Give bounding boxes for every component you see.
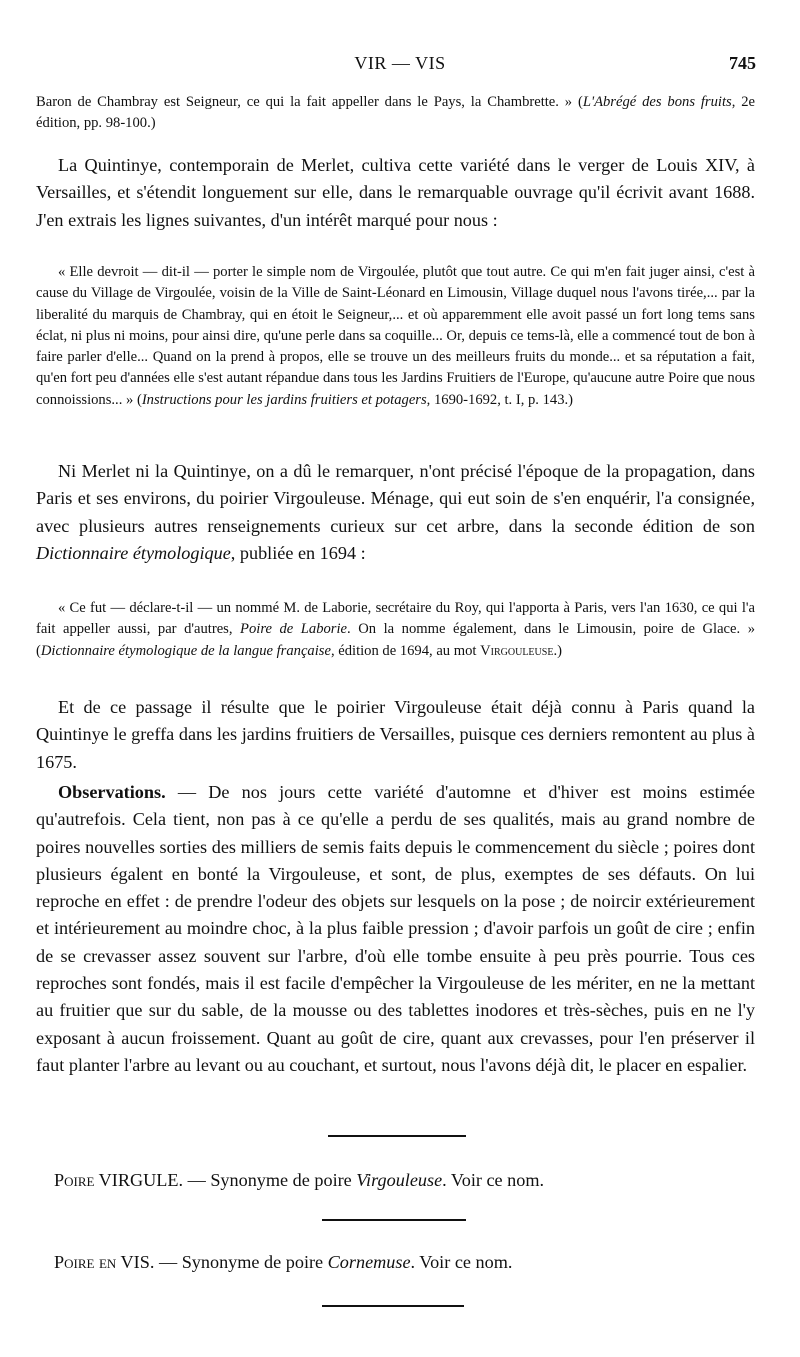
observations-paragraph [36, 779, 755, 1079]
quote-text: Baron de Chambray est Seigneur, ce qui la fait appeller dans le Pays, la Chambrette. » ( [36, 94, 583, 110]
entry-text: — Synonyme de poire [154, 1252, 328, 1272]
running-head [0, 53, 800, 77]
pear-name: Poire de Laborie [240, 621, 348, 638]
entry-reference: Cornemuse [327, 1252, 411, 1272]
quote-continuation [36, 92, 755, 135]
entry-poire-virgule [54, 1168, 544, 1192]
paragraph-quintinye: La Quintinye, contemporain de Merlet, cultiva cette variété dans le verger de Louis XIV, à Versailles, et s'étendit longuement sur elle, dans le remarquable ouvrage qu'il écrivit avant 1688. J'en extrais les lignes suivantes, d'un intérêt marqué pour nous : [36, 155, 755, 230]
entry-text-end: . Voir ce nom. [442, 1170, 545, 1190]
source-title: Dictionnaire étymologique de la langue française [40, 642, 331, 659]
source-details: , édition de 1694, au mot [330, 642, 481, 659]
entry-name: VIS. [120, 1252, 155, 1272]
quote-quintinye [36, 262, 755, 411]
observations-text: — De nos jours cette variété d'automne et d'hiver est moins estimée qu'autrefois. Cela tient, non pas à ce qu'elle a perdu de ses qualités, mais au grand nombre de poires nouvelles sorties des milliers de semis faits depuis le commencement du siècle ; poires dont plusieurs égalent en bonté la Virgouleuse, et sont, de plus, exemptes de ses défauts. On lui reproche en effet : de prendre l'odeur des objets sur lesquels on la pose ; de noircir extérieurement et intérieurement au moindre choc, à la plus faible pression ; d'avoir parfois un goût de cire ; enfin de se crevasser assez souvent sur l'arbre, d'où elle tombe ensuite à peu près pourrie. Tous ces reproches sont fondés, mais il est facile d'empêcher la Virgouleuse de les mériter, en ne la mettant au fruitier que sur du sable, de la mousse ou des tablettes inodores et très-sèches, puis en ne l'y exposant à aucun froissement. Quant au goût de cire, quant aux crevasses, pour l'en préserver il faut planter l'arbre au levant ou au couchant, et surtout, nous l'avons déjà dit, le placer en espalier. [36, 782, 755, 1075]
quote-text: « Elle devroit — dit-il — porter le simple nom de Virgoulée, plutôt que tout autre. Ce qui m'en fait juger ainsi, c'est à cause du Village de Virgoulée, voisin de la Ville de Saint-Léonard en Limousin, Village duquel nous l'avons tirée,... par la liberalité du marquis de Chambray, qui en étoit le Seigneur,... et où apparemment elle avoit passé un fort long tems sans éclat, ni plus ni moins, pour ainsi dire, qu'une perle dans sa coquille... Or, depuis ce tems-là, elle a commencé tout de bon à faire parler d'elle... Quand on la prend à propos, elle se trouve un des meilleurs fruits du monde... et sa réputation a fait, qu'en fort peu d'années elle s'est autant répandue dans tous les Jardins Fruitiers de l'Europe, qu'aucune autre Poire que nous connoissions... » ( [36, 264, 755, 408]
paragraph-conclusion: Et de ce passage il résulte que le poirier Virgouleuse était déjà connu à Paris quand la Quintinye le greffa dans les jardins fruitiers de Versailles, puisque ces derniers remontent au plus à 1675. [36, 697, 755, 772]
work-title: Dictionnaire étymologique [36, 542, 231, 563]
entry-text-end: . Voir ce nom. [410, 1252, 513, 1272]
source-details: , 2e édition, pp. 98-100.) [36, 94, 755, 132]
quote-menage [36, 598, 755, 662]
entry-prefix: Poire [54, 1170, 95, 1190]
paragraph-menage [36, 458, 755, 567]
entry-text: — Synonyme de poire [183, 1170, 357, 1190]
running-title: VIR — VIS [354, 53, 446, 73]
source-close: .) [553, 642, 562, 659]
entry-reference: Virgouleuse [356, 1170, 443, 1190]
quote-text-mid: . On la nomme également, dans le Limousin, poire de Glace. » ( [36, 621, 755, 659]
paragraph-text: Ni Merlet ni la Quintinye, on a dû le remarquer, n'ont précisé l'époque de la propagation, dans Paris et ses environs, du poirier Virgouleuse. Ménage, qui eut soin de s'en enquérir, l'a consignée, avec plusieurs autres renseignements curieux sur cet arbre, dans la seconde édition de son [36, 461, 755, 536]
page-number: 745 [729, 53, 756, 73]
entry-name: VIRGULE. [98, 1170, 184, 1190]
section-divider [322, 1305, 464, 1307]
paragraph-text-end: , publiée en 1694 : [230, 542, 366, 563]
entry-poire-en-vis [54, 1250, 512, 1274]
observations-label: Observations. [58, 782, 166, 802]
source-title: Instructions pour les jardins fruitiers et potagers [141, 391, 427, 408]
quote-text: « Ce fut — déclare-t-il — un nommé M. de Laborie, secrétaire du Roy, qui l'apporta à Paris, vers l'an 1630, ce qui l'a fait appeller aussi, par d'autres, [36, 600, 755, 638]
source-title: L'Abrégé des bons fruits [582, 94, 732, 110]
source-details: , 1690-1692, t. I, p. 143.) [426, 391, 574, 408]
headword: Virgouleuse [480, 642, 554, 659]
section-divider [322, 1219, 466, 1221]
entry-prefix: Poire en [54, 1252, 117, 1272]
section-divider [328, 1135, 466, 1137]
